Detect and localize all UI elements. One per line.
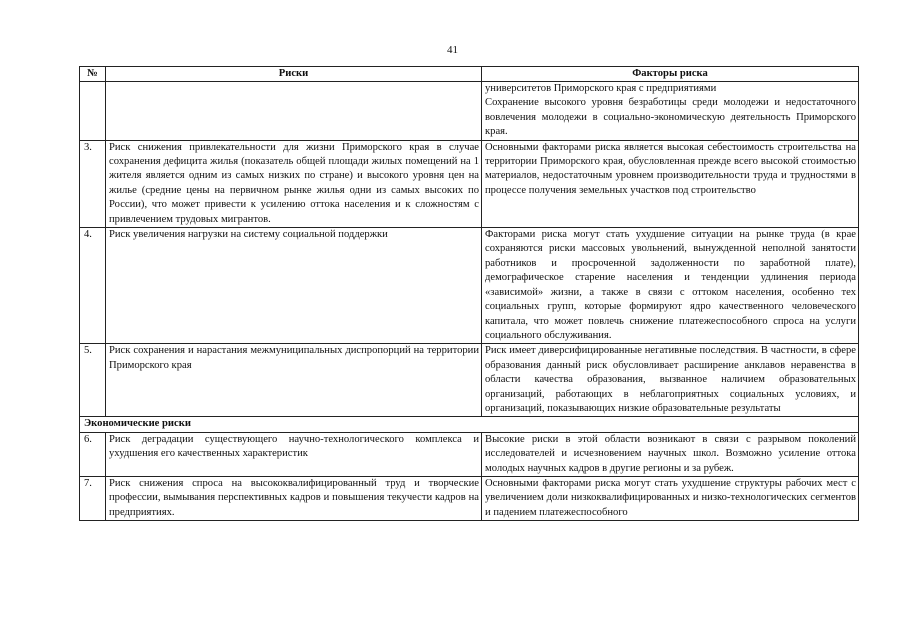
risk-cell: Риск деградации существующего научно-технологического комплекса и ухудшения его качественных характеристик bbox=[106, 432, 482, 476]
table-row bbox=[80, 228, 859, 344]
page-number: 41 bbox=[447, 44, 458, 56]
factor-cell: Риск имеет диверсифицированные негативные последствия. В частности, в сфере образования данный риск обусловливает расширение анклавов неравенства в области качества образования, вызванное наличием образовательных организаций, работающих в неблагоприятных социальных условиях, и организаций, показывающих низкие образовательные результаты bbox=[482, 344, 859, 417]
factor-cell: Высокие риски в этой области возникают в связи с разрывом поколений исследователей и исчезновением научных школ. Возможно усиление оттока молодых научных кадров в другие регионы и за рубеж. bbox=[482, 432, 859, 476]
row-number: 7. bbox=[80, 476, 106, 520]
header-factors: Факторы риска bbox=[482, 67, 859, 82]
row-number: 4. bbox=[80, 228, 106, 344]
header-num: № bbox=[80, 67, 106, 82]
risk-cell: Риск снижения привлекательности для жизни Приморского края в случае сохранения дефицита жилья (показатель общей площади жилых помещений на 1 жителя является одним из самых низких по стране) и высокого уровня цен на жилье (средние цены на первичном рынке жилья одни из самых высоких по России), что может привести к усилению оттока населения и к сложностям с привлечением трудовых мигрантов. bbox=[106, 140, 482, 227]
table-header-row bbox=[80, 67, 859, 82]
factor-continuation-line-2: Сохранение высокого уровня безработицы среди молодежи и недостаточного вовлечения молодежи в социально-экономическую деятельность Приморского края. bbox=[485, 97, 856, 138]
table-row-continuation bbox=[80, 82, 859, 141]
table-row bbox=[80, 140, 859, 227]
section-title-economic: Экономические риски bbox=[80, 417, 859, 432]
risk-cell: Риск сохранения и нарастания межмуниципальных диспропорций на территории Приморского края bbox=[106, 344, 482, 417]
table-row bbox=[80, 344, 859, 417]
cell-num-empty bbox=[80, 82, 106, 141]
section-row bbox=[80, 417, 859, 432]
risk-table bbox=[79, 66, 859, 521]
factor-cell: Факторами риска могут стать ухудшение ситуации на рынке труда (в крае сохраняются риски массовых увольнений, вынужденной неполной занятости работников и просроченной задолженности по заработной плате), демографическое старение населения и тенденции удлинения периода «зависимой» жизни, а также в связи с оттоком населения, особенно тех социальных групп, которые формируют ядро качественного человеческого капитала, что может повлечь снижение платежеспособного спроса на услуги социального обслуживания. bbox=[482, 228, 859, 344]
cell-risk-empty bbox=[106, 82, 482, 141]
header-risks: Риски bbox=[106, 67, 482, 82]
table-row bbox=[80, 476, 859, 520]
row-number: 6. bbox=[80, 432, 106, 476]
row-number: 3. bbox=[80, 140, 106, 227]
table-row bbox=[80, 432, 859, 476]
cell-factor-continuation bbox=[482, 82, 859, 141]
risk-cell: Риск снижения спроса на высококвалифицированный труд и творческие профессии, вымывания перспективных кадров и повышения текучести кадров на предприятиях. bbox=[106, 476, 482, 520]
factor-cell: Основными факторами риска является высокая себестоимость строительства на территории Приморского края, обусловленная прежде всего высокой стоимостью материалов, недостаточным уровнем производительности труда и трудностями в процессе получения земельных участков под строительство bbox=[482, 140, 859, 227]
risk-cell: Риск увеличения нагрузки на систему социальной поддержки bbox=[106, 228, 482, 344]
row-number: 5. bbox=[80, 344, 106, 417]
factor-continuation-line-1: университетов Приморского края с предприятиями bbox=[485, 83, 717, 94]
factor-cell: Основными факторами риска могут стать ухудшение структуры рабочих мест с увеличением доли низкоквалифицированных и низко-технологических сегментов и падением платежеспособного bbox=[482, 476, 859, 520]
